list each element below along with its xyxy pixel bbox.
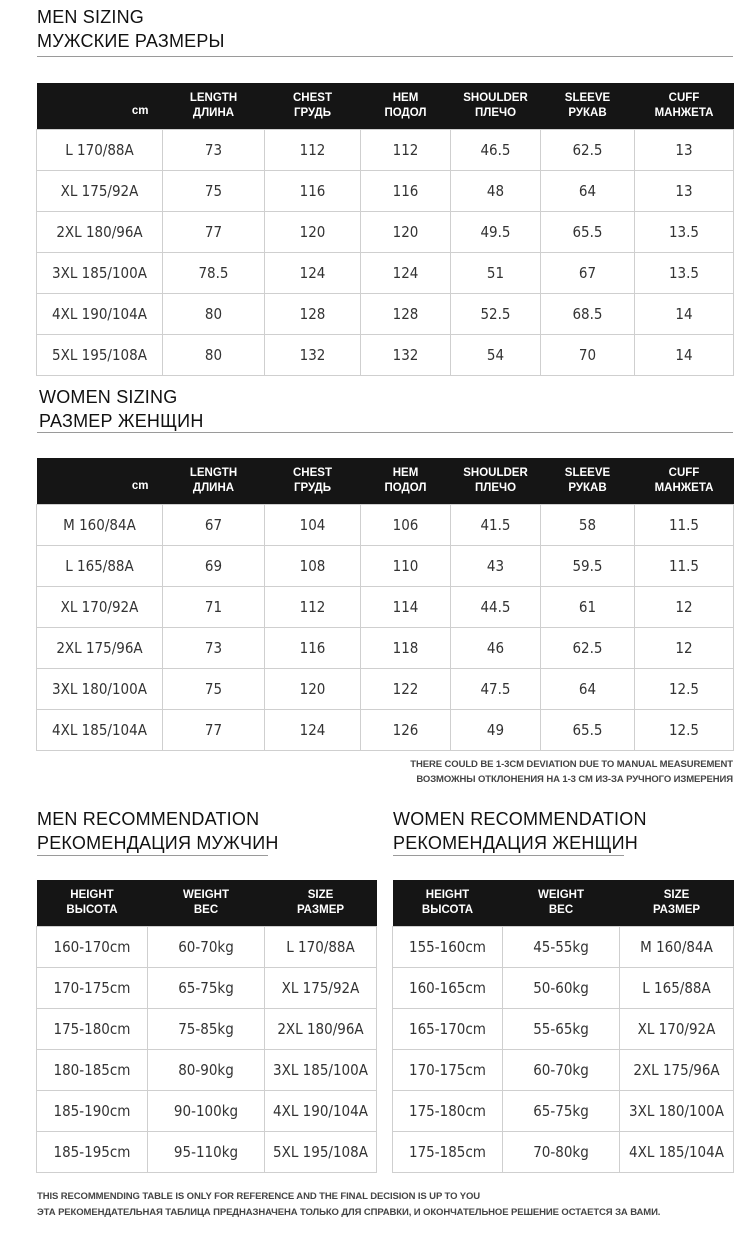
table-cell: 120 <box>265 668 361 709</box>
table-cell: 75-85kg <box>148 1008 265 1049</box>
table-cell: 118 <box>361 627 451 668</box>
header-cell: HEIGHT ВЫСОТА <box>37 880 148 926</box>
table-cell: 4XL 185/104A <box>620 1131 734 1172</box>
header-cell: CUFF МАНЖЕТА <box>635 458 734 504</box>
table-cell: 62.5 <box>541 627 635 668</box>
table-cell: 13 <box>635 170 734 211</box>
unit-header: cm <box>37 458 163 504</box>
table-cell: 12.5 <box>635 668 734 709</box>
table-cell: 64 <box>541 668 635 709</box>
table-cell: 67 <box>541 252 635 293</box>
header-cell: SHOULDER ПЛЕЧО <box>451 83 541 129</box>
men-recommendation-title <box>37 807 279 855</box>
table-cell: 2XL 175/96A <box>37 627 163 668</box>
header-cell: CHEST ГРУДЬ <box>265 458 361 504</box>
table-cell: 70 <box>541 334 635 375</box>
table-row <box>37 627 734 668</box>
table-cell: 3XL 185/100A <box>265 1049 377 1090</box>
footer-note-en: THIS RECOMMENDING TABLE IS ONLY FOR REFERENCE AND THE FINAL DECISION IS UP TO YOU <box>37 1191 481 1202</box>
table-row <box>37 926 377 967</box>
table-row <box>393 1049 734 1090</box>
header-cell: HEM ПОДОЛ <box>361 458 451 504</box>
table-cell: 112 <box>361 129 451 170</box>
header-cell: HEIGHT ВЫСОТА <box>393 880 503 926</box>
table-cell: 47.5 <box>451 668 541 709</box>
table-cell: 170-175cm <box>37 967 148 1008</box>
table-cell: 46.5 <box>451 129 541 170</box>
table-row <box>37 129 734 170</box>
table-cell: L 170/88A <box>265 926 377 967</box>
table-cell: 175-180cm <box>37 1008 148 1049</box>
table-row <box>393 967 734 1008</box>
table-cell: L 165/88A <box>620 967 734 1008</box>
table-cell: 46 <box>451 627 541 668</box>
table-cell: 45-55kg <box>503 926 620 967</box>
table-cell: 180-185cm <box>37 1049 148 1090</box>
table-cell: 78.5 <box>163 252 265 293</box>
table-cell: 116 <box>265 627 361 668</box>
table-row <box>37 1090 377 1131</box>
table-cell: 71 <box>163 586 265 627</box>
header-cell: SIZE РАЗМЕР <box>620 880 734 926</box>
table-cell: 116 <box>265 170 361 211</box>
men-recommendation-table <box>36 880 377 1173</box>
table-cell: L 170/88A <box>37 129 163 170</box>
table-row <box>37 967 377 1008</box>
table-cell: 62.5 <box>541 129 635 170</box>
table-cell: 114 <box>361 586 451 627</box>
table-cell: 60-70kg <box>148 926 265 967</box>
table-cell: 13.5 <box>635 211 734 252</box>
table-cell: 14 <box>635 334 734 375</box>
table-cell: 124 <box>361 252 451 293</box>
men-sizing-title <box>37 5 225 53</box>
table-cell: 80-90kg <box>148 1049 265 1090</box>
table-cell: 124 <box>265 709 361 750</box>
header-cell: CHEST ГРУДЬ <box>265 83 361 129</box>
table-cell: 120 <box>265 211 361 252</box>
men-recommendation-title-en: MEN RECOMMENDATION <box>37 809 260 829</box>
table-cell: 73 <box>163 627 265 668</box>
table-row <box>37 334 734 375</box>
table-cell: 132 <box>265 334 361 375</box>
table-cell: 60-70kg <box>503 1049 620 1090</box>
table-cell: 65.5 <box>541 211 635 252</box>
header-cell: LENGTH ДЛИНА <box>163 83 265 129</box>
table-row <box>393 926 734 967</box>
table-cell: 165-170cm <box>393 1008 503 1049</box>
table-cell: 116 <box>361 170 451 211</box>
table-row <box>37 211 734 252</box>
women-size-table <box>36 458 734 751</box>
table-cell: 75 <box>163 668 265 709</box>
table-cell: 68.5 <box>541 293 635 334</box>
women-sizing-divider <box>37 432 733 433</box>
table-cell: 2XL 180/96A <box>265 1008 377 1049</box>
women-recommendation-title-en: WOMEN RECOMMENDATION <box>393 809 647 829</box>
table-cell: 64 <box>541 170 635 211</box>
table-cell: 3XL 180/100A <box>620 1090 734 1131</box>
women-sizing-title <box>39 385 204 433</box>
table-row <box>393 1131 734 1172</box>
table-cell: 170-175cm <box>393 1049 503 1090</box>
table-cell: 51 <box>451 252 541 293</box>
table-cell: 65.5 <box>541 709 635 750</box>
table-row <box>37 1008 377 1049</box>
table-cell: 132 <box>361 334 451 375</box>
table-row <box>393 1090 734 1131</box>
table-row <box>37 545 734 586</box>
table-cell: 44.5 <box>451 586 541 627</box>
table-cell: XL 175/92A <box>265 967 377 1008</box>
table-cell: 126 <box>361 709 451 750</box>
table-header-row <box>37 880 377 926</box>
table-cell: 120 <box>361 211 451 252</box>
table-cell: 128 <box>361 293 451 334</box>
table-cell: 58 <box>541 504 635 545</box>
table-cell: 175-185cm <box>393 1131 503 1172</box>
header-cell: SIZE РАЗМЕР <box>265 880 377 926</box>
table-cell: 3XL 180/100A <box>37 668 163 709</box>
header-cell: SLEEVE РУКАВ <box>541 83 635 129</box>
table-cell: 49 <box>451 709 541 750</box>
table-cell: 110 <box>361 545 451 586</box>
table-cell: 4XL 190/104A <box>37 293 163 334</box>
table-cell: XL 170/92A <box>620 1008 734 1049</box>
table-cell: 108 <box>265 545 361 586</box>
women-recommendation-divider <box>393 855 624 856</box>
table-cell: 77 <box>163 211 265 252</box>
table-header-row <box>37 458 734 504</box>
table-row <box>37 252 734 293</box>
table-cell: 160-170cm <box>37 926 148 967</box>
men-recommendation-title-ru: РЕКОМЕНДАЦИЯ МУЖЧИН <box>37 833 279 853</box>
table-cell: 70-80kg <box>503 1131 620 1172</box>
table-cell: 106 <box>361 504 451 545</box>
table-cell: 52.5 <box>451 293 541 334</box>
table-cell: 11.5 <box>635 545 734 586</box>
men-size-table <box>36 83 734 376</box>
table-cell: 41.5 <box>451 504 541 545</box>
table-cell: 185-195cm <box>37 1131 148 1172</box>
table-header-row <box>37 83 734 129</box>
table-row <box>37 504 734 545</box>
table-cell: 75 <box>163 170 265 211</box>
table-cell: 59.5 <box>541 545 635 586</box>
table-row <box>37 586 734 627</box>
table-row <box>37 709 734 750</box>
table-cell: XL 175/92A <box>37 170 163 211</box>
table-cell: 155-160cm <box>393 926 503 967</box>
deviation-note-en: THERE COULD BE 1-3CM DEVIATION DUE TO MANUAL MEASUREMENT <box>410 759 733 770</box>
women-recommendation-title-ru: РЕКОМЕНДАЦИЯ ЖЕНЩИН <box>393 833 638 853</box>
table-cell: M 160/84A <box>620 926 734 967</box>
table-cell: 43 <box>451 545 541 586</box>
table-cell: 14 <box>635 293 734 334</box>
table-cell: 49.5 <box>451 211 541 252</box>
table-cell: 65-75kg <box>148 967 265 1008</box>
table-cell: 61 <box>541 586 635 627</box>
table-cell: 124 <box>265 252 361 293</box>
table-cell: 77 <box>163 709 265 750</box>
table-cell: 12.5 <box>635 709 734 750</box>
header-cell: HEM ПОДОЛ <box>361 83 451 129</box>
table-cell: 69 <box>163 545 265 586</box>
table-cell: 3XL 185/100A <box>37 252 163 293</box>
table-cell: 55-65kg <box>503 1008 620 1049</box>
table-cell: 73 <box>163 129 265 170</box>
table-cell: 4XL 185/104A <box>37 709 163 750</box>
table-cell: 112 <box>265 129 361 170</box>
table-cell: 185-190cm <box>37 1090 148 1131</box>
header-cell: SHOULDER ПЛЕЧО <box>451 458 541 504</box>
table-cell: 4XL 190/104A <box>265 1090 377 1131</box>
table-cell: 13.5 <box>635 252 734 293</box>
table-cell: 48 <box>451 170 541 211</box>
table-cell: 54 <box>451 334 541 375</box>
header-cell: CUFF МАНЖЕТА <box>635 83 734 129</box>
table-row <box>37 668 734 709</box>
table-cell: 12 <box>635 627 734 668</box>
table-cell: M 160/84A <box>37 504 163 545</box>
header-cell: LENGTH ДЛИНА <box>163 458 265 504</box>
table-cell: 12 <box>635 586 734 627</box>
table-row <box>37 1131 377 1172</box>
table-cell: 50-60kg <box>503 967 620 1008</box>
men-sizing-title-en: MEN SIZING <box>37 7 145 27</box>
table-cell: 2XL 180/96A <box>37 211 163 252</box>
table-cell: 122 <box>361 668 451 709</box>
women-recommendation-table <box>392 880 734 1173</box>
table-cell: 80 <box>163 334 265 375</box>
footer-note-ru: ЭТА РЕКОМЕНДАТЕЛЬНАЯ ТАБЛИЦА ПРЕДНАЗНАЧЕНА ТОЛЬКО ДЛЯ СПРАВКИ, И ОКОНЧАТЕЛЬНОЕ РЕШЕНИЕ ОСТАЕТСЯ ЗА ВАМИ. <box>37 1207 661 1218</box>
men-sizing-divider <box>37 56 733 57</box>
table-cell: XL 170/92A <box>37 586 163 627</box>
table-cell: 5XL 195/108A <box>37 334 163 375</box>
table-cell: 128 <box>265 293 361 334</box>
men-sizing-title-ru: МУЖСКИЕ РАЗМЕРЫ <box>37 31 225 51</box>
table-cell: 11.5 <box>635 504 734 545</box>
table-row <box>393 1008 734 1049</box>
table-cell: 65-75kg <box>503 1090 620 1131</box>
header-cell: WEIGHT ВЕС <box>503 880 620 926</box>
table-cell: 175-180cm <box>393 1090 503 1131</box>
table-row <box>37 1049 377 1090</box>
table-cell: 67 <box>163 504 265 545</box>
women-sizing-title-en: WOMEN SIZING <box>39 387 178 407</box>
table-cell: 90-100kg <box>148 1090 265 1131</box>
header-cell: SLEEVE РУКАВ <box>541 458 635 504</box>
deviation-note-ru: ВОЗМОЖНЫ ОТКЛОНЕНИЯ НА 1-3 СМ ИЗ-ЗА РУЧНОГО ИЗМЕРЕНИЯ <box>416 774 733 785</box>
table-cell: 2XL 175/96A <box>620 1049 734 1090</box>
table-cell: 13 <box>635 129 734 170</box>
table-row <box>37 293 734 334</box>
table-cell: 112 <box>265 586 361 627</box>
table-cell: 80 <box>163 293 265 334</box>
women-sizing-title-ru: РАЗМЕР ЖЕНЩИН <box>39 411 204 431</box>
table-cell: 160-165cm <box>393 967 503 1008</box>
women-recommendation-title <box>393 807 647 855</box>
table-header-row <box>393 880 734 926</box>
table-cell: 5XL 195/108A <box>265 1131 377 1172</box>
table-cell: 104 <box>265 504 361 545</box>
table-row <box>37 170 734 211</box>
header-cell: WEIGHT ВЕС <box>148 880 265 926</box>
men-recommendation-divider <box>37 855 268 856</box>
table-cell: L 165/88A <box>37 545 163 586</box>
table-cell: 95-110kg <box>148 1131 265 1172</box>
unit-header: cm <box>37 83 163 129</box>
